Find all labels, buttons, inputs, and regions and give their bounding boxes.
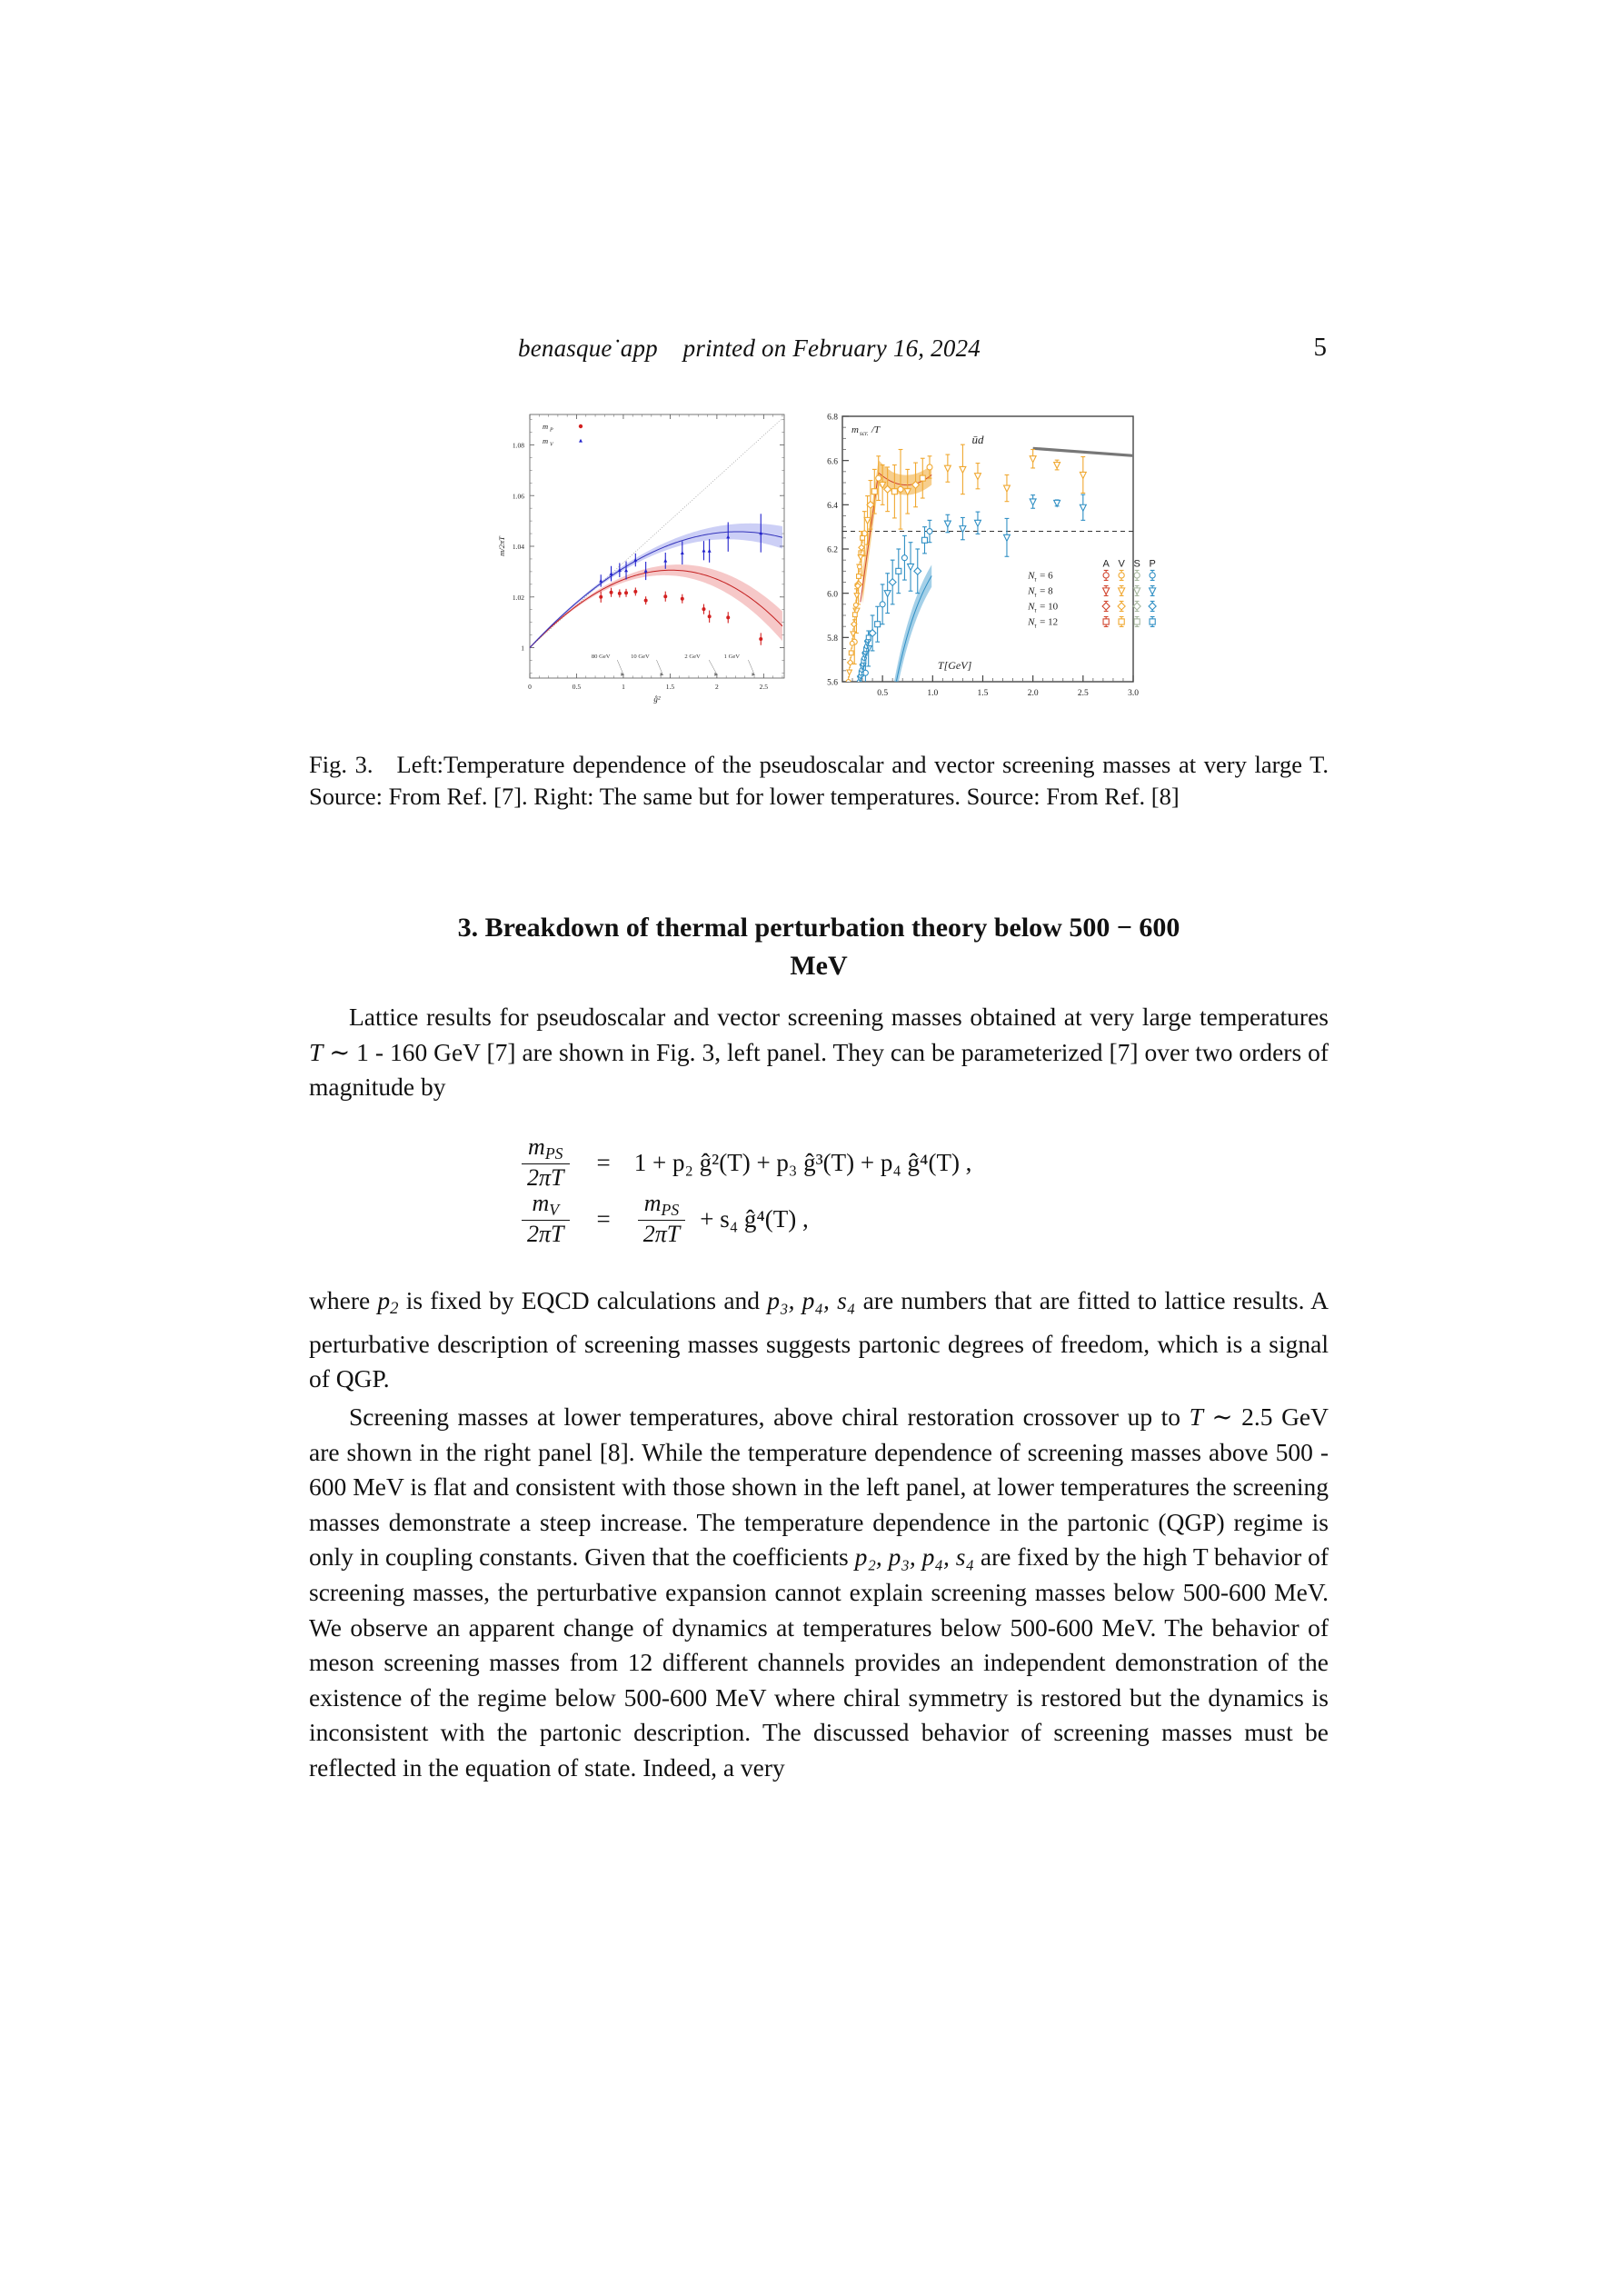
section-heading bbox=[309, 909, 1329, 985]
equation-1-numerator bbox=[523, 1134, 568, 1163]
svg-text:6.4: 6.4 bbox=[826, 501, 838, 511]
svg-text:6.8: 6.8 bbox=[826, 413, 838, 423]
svg-text:τ: τ bbox=[1033, 591, 1037, 599]
svg-text:0.5: 0.5 bbox=[876, 689, 888, 698]
legend-column-header: P bbox=[1148, 558, 1156, 570]
legend-row-label: N bbox=[1027, 601, 1034, 613]
symbol-p2-sub: 2 bbox=[390, 1299, 399, 1319]
legend-row-label: N bbox=[1027, 616, 1034, 628]
left-panel-annotation: 1 GeV bbox=[723, 654, 740, 660]
svg-text:1: 1 bbox=[621, 683, 625, 691]
equation-2-rhs-denominator: 2πT bbox=[638, 1220, 686, 1247]
left-panel-legend-label: m bbox=[542, 436, 548, 445]
svg-text:P: P bbox=[549, 427, 553, 434]
paragraph-3-part-a: Screening masses at lower temperatures, above chiral restoration crossover up to bbox=[349, 1403, 1190, 1431]
legend-row-label: N bbox=[1027, 585, 1034, 597]
caption-label: Fig. 3. bbox=[309, 751, 373, 778]
svg-text:2.5: 2.5 bbox=[759, 683, 768, 691]
paragraph-3 bbox=[309, 1400, 1329, 1786]
right-panel-svg bbox=[804, 409, 1156, 718]
equation-2 bbox=[309, 1191, 1329, 1247]
svg-text:6.0: 6.0 bbox=[826, 590, 838, 600]
svg-text:5.8: 5.8 bbox=[826, 634, 838, 644]
svg-text:τ: τ bbox=[1033, 622, 1037, 630]
left-panel-chart bbox=[492, 409, 792, 718]
svg-text:τ: τ bbox=[1033, 575, 1037, 584]
svg-text:6.2: 6.2 bbox=[826, 545, 838, 555]
paragraph-1-part-a: Lattice results for pseudoscalar and vector screening masses obtained at very large temperatures bbox=[349, 1003, 1329, 1031]
svg-text:1.5: 1.5 bbox=[665, 683, 674, 691]
legend-row-label: N bbox=[1027, 570, 1034, 582]
svg-text:= 6: = 6 bbox=[1039, 570, 1053, 582]
svg-text:1: 1 bbox=[520, 644, 524, 653]
figure-3 bbox=[309, 409, 1327, 723]
svg-text:0.5: 0.5 bbox=[572, 683, 581, 691]
svg-text:1.0: 1.0 bbox=[926, 689, 938, 698]
svg-text:2: 2 bbox=[714, 683, 719, 691]
left-panel-annotation: 2 GeV bbox=[683, 654, 701, 660]
symbol-T-1: T bbox=[309, 1037, 324, 1066]
eq2-num-sub: V bbox=[549, 1201, 560, 1220]
left-panel-xlabel: ĝ² bbox=[652, 694, 661, 704]
equation-block bbox=[309, 1134, 1329, 1247]
eq1-num-sub: PS bbox=[544, 1144, 563, 1163]
running-head bbox=[309, 334, 1327, 371]
equation-2-rhs-fraction bbox=[638, 1191, 686, 1246]
left-panel-annotation: 10 GeV bbox=[630, 654, 650, 660]
left-panel-legend-label: m bbox=[542, 422, 548, 431]
paragraph-2-part-a: where bbox=[309, 1286, 378, 1314]
svg-text:1.04: 1.04 bbox=[512, 543, 524, 552]
eq2-rhs-num-base: m bbox=[643, 1190, 662, 1217]
svg-text:/T: /T bbox=[871, 424, 880, 435]
equation-2-rhs-numerator bbox=[639, 1191, 684, 1220]
equation-2-denominator: 2πT bbox=[522, 1220, 570, 1247]
right-panel-title: ūd bbox=[971, 433, 983, 446]
symbol-p2-base: p bbox=[377, 1286, 391, 1314]
svg-text:τ: τ bbox=[1033, 606, 1037, 614]
svg-text:6.6: 6.6 bbox=[826, 457, 838, 467]
caption-text: Left:Temperature dependence of the pseudoscalar and vector screening masses at very large T. Source: From Ref. [7]. Right: The same but for lower temperatures. Source: From Ref. [8] bbox=[309, 751, 1329, 810]
equation-1 bbox=[309, 1134, 1329, 1191]
svg-text:1.06: 1.06 bbox=[512, 492, 524, 501]
equation-1-rhs: 1 + p₂ ĝ²(T) + p₃ ĝ³(T) + p₄ ĝ⁴(T) , bbox=[633, 1148, 972, 1176]
symbol-T-3: T bbox=[1189, 1403, 1203, 1431]
right-panel-legend bbox=[1027, 558, 1156, 629]
svg-text:= 8: = 8 bbox=[1039, 585, 1053, 597]
paragraph-1 bbox=[309, 1000, 1329, 1105]
svg-text:3.0: 3.0 bbox=[1127, 689, 1139, 698]
paragraph-1-part-b: ∼ 1 - 160 GeV [7] are shown in Fig. 3, left panel. They can be parameterized [7] over two orders of magnitude by bbox=[309, 1037, 1329, 1102]
eq2-num-base: m bbox=[532, 1190, 550, 1217]
symbol-coeffs-2: p₃, p₄, s₄ bbox=[767, 1286, 856, 1314]
svg-text:1.5: 1.5 bbox=[977, 689, 988, 698]
equation-2-numerator bbox=[526, 1191, 564, 1220]
left-panel-ylabel: m/2πT bbox=[496, 536, 506, 556]
svg-text:2.5: 2.5 bbox=[1077, 689, 1089, 698]
paragraph-3-part-b: ∼ 2.5 GeV are shown in the right panel [8]. While the temperature dependence of screening masses above 500 - 600 MeV is flat and consistent with those shown in the left panel, at lower temperatures the screening masses demonstrate a steep increase. The temperature dependence in the partonic (QGP) regime is only in coupling constants. Given that the coefficients bbox=[309, 1403, 1329, 1572]
svg-text:scr.: scr. bbox=[859, 430, 869, 437]
eq2-rhs-num-sub: PS bbox=[661, 1201, 680, 1220]
figure-caption bbox=[309, 749, 1329, 813]
right-panel-ylabel: m bbox=[851, 424, 859, 435]
equation-2-lhs bbox=[522, 1191, 570, 1246]
paragraph-2-part-c: are numbers that are fitted to lattice results. A perturbative description of screening masses suggests partonic degrees of freedom, which is a signal of QGP. bbox=[309, 1286, 1329, 1393]
left-panel-svg bbox=[492, 409, 792, 718]
svg-text:0: 0 bbox=[527, 683, 532, 691]
left-panel-annotation: 80 GeV bbox=[591, 654, 611, 660]
svg-text:1.08: 1.08 bbox=[512, 441, 524, 450]
figure-panels bbox=[309, 409, 1327, 723]
legend-column-header: A bbox=[1101, 558, 1110, 570]
svg-text:1.02: 1.02 bbox=[512, 593, 524, 602]
svg-text:2.0: 2.0 bbox=[1027, 689, 1039, 698]
running-head-title: benasque˙app printed on February 16, 2024 bbox=[518, 334, 981, 362]
legend-column-header: V bbox=[1117, 558, 1125, 570]
equation-2-relation: = bbox=[596, 1204, 611, 1233]
svg-text:= 12: = 12 bbox=[1039, 616, 1058, 628]
paragraph-2-part-b: is fixed by EQCD calculations and bbox=[398, 1286, 768, 1314]
equation-1-lhs bbox=[522, 1134, 570, 1190]
right-panel-xlabel: T[GeV] bbox=[937, 659, 971, 672]
symbol-coeffs-3: p₂, p₃, p₄, s₄ bbox=[854, 1542, 975, 1572]
eq1-num-base: m bbox=[528, 1133, 545, 1161]
equation-1-relation: = bbox=[596, 1148, 611, 1176]
right-panel-chart bbox=[804, 409, 1156, 718]
equation-1-denominator: 2πT bbox=[522, 1163, 570, 1191]
svg-text:= 10: = 10 bbox=[1039, 601, 1058, 613]
legend-column-header: S bbox=[1132, 558, 1140, 570]
svg-text:5.6: 5.6 bbox=[826, 678, 838, 688]
section-heading-line2: MeV bbox=[790, 951, 848, 981]
equation-2-rhs-tail: + s₄ ĝ⁴(T) , bbox=[700, 1204, 809, 1233]
paragraph-2 bbox=[309, 1283, 1329, 1397]
section-heading-line1: 3. Breakdown of thermal perturbation theory below 500 − 600 bbox=[457, 913, 1180, 943]
svg-text:V: V bbox=[549, 442, 553, 448]
page-number: 5 bbox=[1313, 333, 1327, 362]
paragraph-3-part-c: are fixed by the high T behavior of screening masses, the perturbative expansion cannot explain screening masses below 500-600 MeV. We observe an apparent change of dynamics at temperatures below 500-600 MeV. The behavior of meson screening masses from 12 different channels provides an independent demonstration of the existence of the regime below 500-600 MeV where chiral symmetry is restored but the dynamics is inconsistent with the partonic description. The discussed behavior of screening masses must be reflected in the equation of state. Indeed, a very bbox=[309, 1542, 1329, 1782]
